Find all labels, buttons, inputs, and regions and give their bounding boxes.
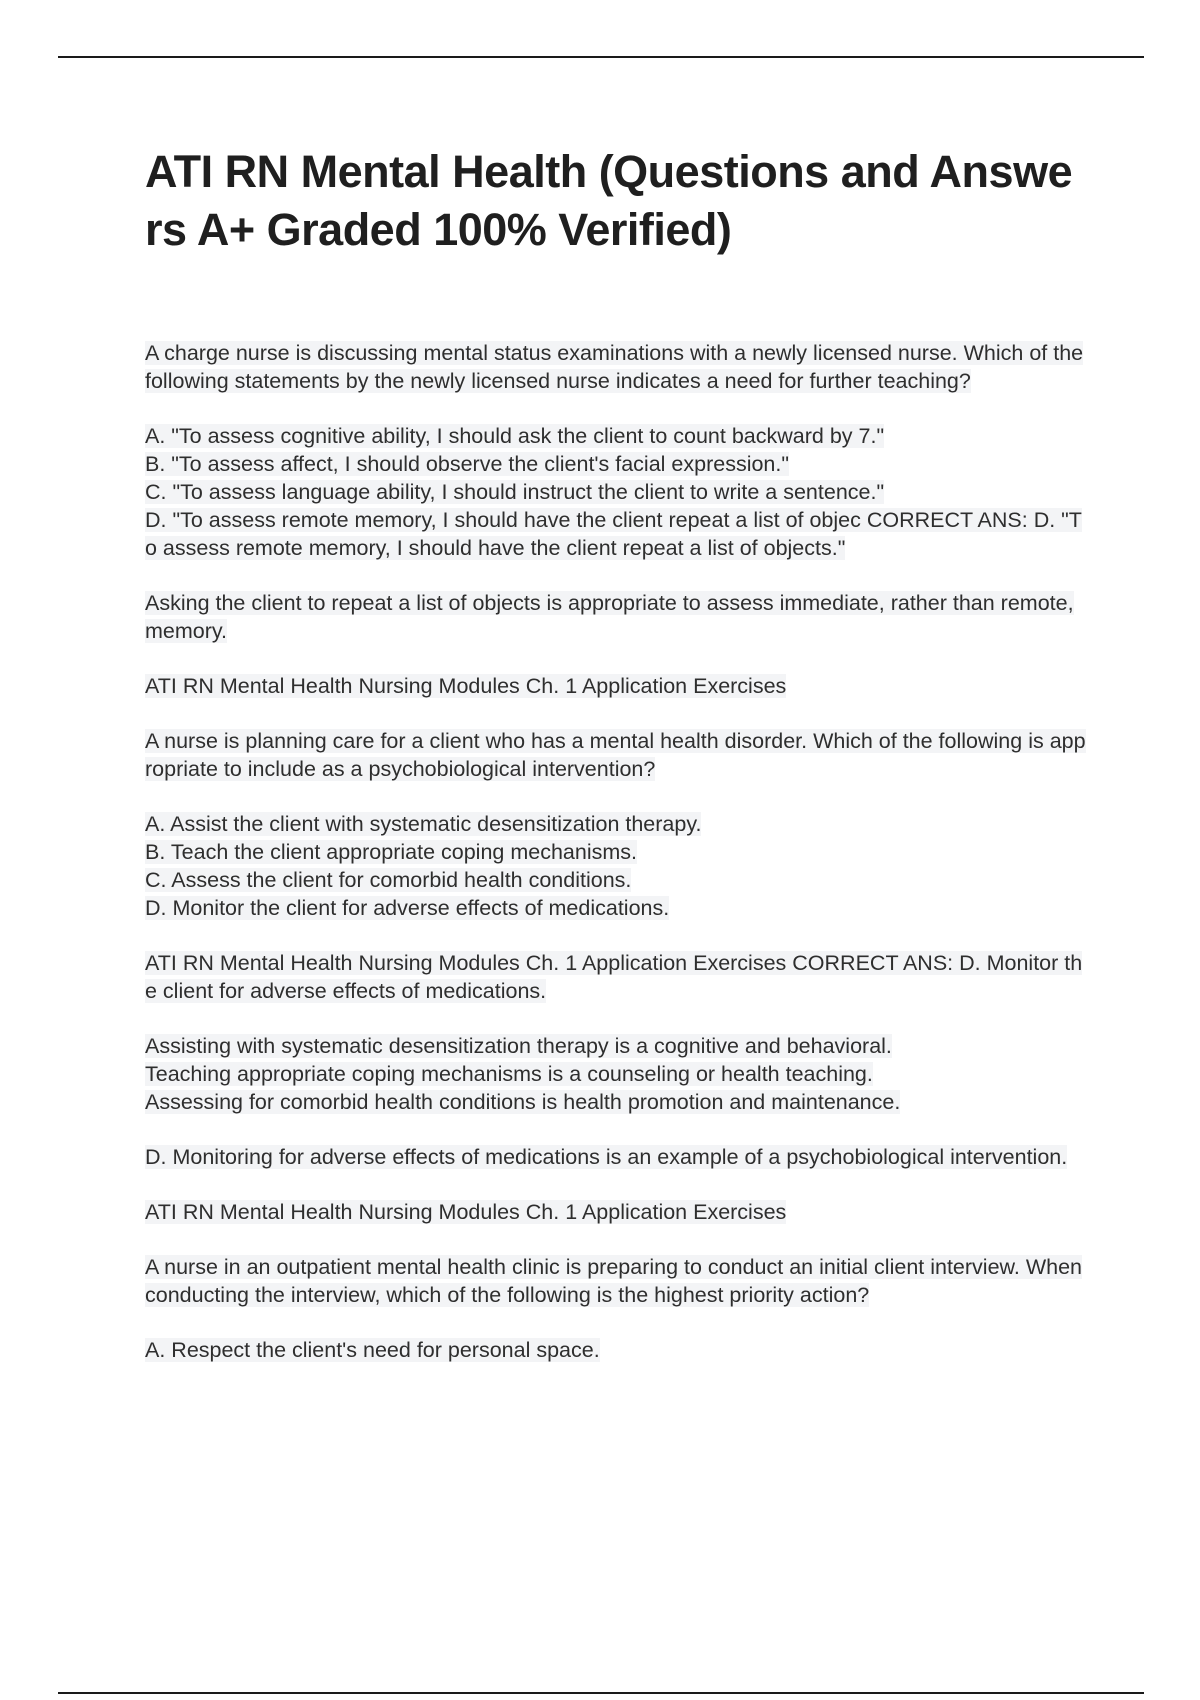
bottom-rule xyxy=(58,1692,1144,1694)
question-1-rationale xyxy=(145,589,1090,645)
paragraph-text: D. Monitoring for adverse effects of medications is an example of a psychobiological intervention. xyxy=(145,1145,1068,1169)
document-title: ATI RN Mental Health (Questions and Answers A+ Graded 100% Verified) xyxy=(145,146,1073,255)
paragraph-text: Asking the client to repeat a list of objects is appropriate to assess immediate, rather than remote, memory. xyxy=(145,591,1074,643)
question-3-options xyxy=(145,1336,1090,1364)
document-body xyxy=(145,339,1090,1364)
question-2-source xyxy=(145,1198,1090,1226)
paragraph-text: A. Respect the client's need for personal space. xyxy=(145,1338,600,1362)
paragraph-text: ATI RN Mental Health Nursing Modules Ch. 1 Application Exercises CORRECT ANS: D. Monitor the client for adverse effects of medications. xyxy=(145,951,1083,1003)
question-2-correct-rationale xyxy=(145,1143,1090,1171)
question-2-options xyxy=(145,810,1090,922)
question-1-source xyxy=(145,672,1090,700)
paragraph-text: A charge nurse is discussing mental status examinations with a newly licensed nurse. Which of the following statements by the newly licensed nurse indicates a need for further teaching? xyxy=(145,341,1084,393)
paragraph-text: A. "To assess cognitive ability, I should ask the client to count backward by 7." B. "To assess affect, I should observe the client's facial expression." C. "To assess language ability, I should instruct the client to write a sentence." D. "To assess remote memory, I should have the client repeat a list of objec CORRECT ANS: D. "To assess remote memory, I should have the client repeat a list of objects." xyxy=(145,424,1082,560)
paragraph-text: ATI RN Mental Health Nursing Modules Ch. 1 Application Exercises xyxy=(145,1200,787,1224)
paragraph-text: Assisting with systematic desensitization therapy is a cognitive and behavioral. Teaching appropriate coping mechanisms is a counseling or health teaching. Assessing for comorbid health conditions is health promotion and maintenance. xyxy=(145,1034,901,1114)
question-2-stem xyxy=(145,727,1090,783)
paragraph-text: ATI RN Mental Health Nursing Modules Ch. 1 Application Exercises xyxy=(145,674,787,698)
paragraph-text: A nurse in an outpatient mental health clinic is preparing to conduct an initial client interview. When conducting the interview, which of the following is the highest priority action? xyxy=(145,1255,1082,1307)
question-3-stem xyxy=(145,1253,1090,1309)
question-2-answer xyxy=(145,949,1090,1005)
question-1-options xyxy=(145,422,1090,562)
question-1-stem xyxy=(145,339,1090,395)
question-2-rationale xyxy=(145,1032,1090,1116)
paragraph-text: A. Assist the client with systematic desensitization therapy. B. Teach the client appropriate coping mechanisms. C. Assess the client for comorbid health conditions. D. Monitor the client for adverse effects of medications. xyxy=(145,812,702,920)
paragraph-text: A nurse is planning care for a client who has a mental health disorder. Which of the following is appropriate to include as a psychobiological intervention? xyxy=(145,729,1086,781)
top-rule xyxy=(58,56,1144,58)
